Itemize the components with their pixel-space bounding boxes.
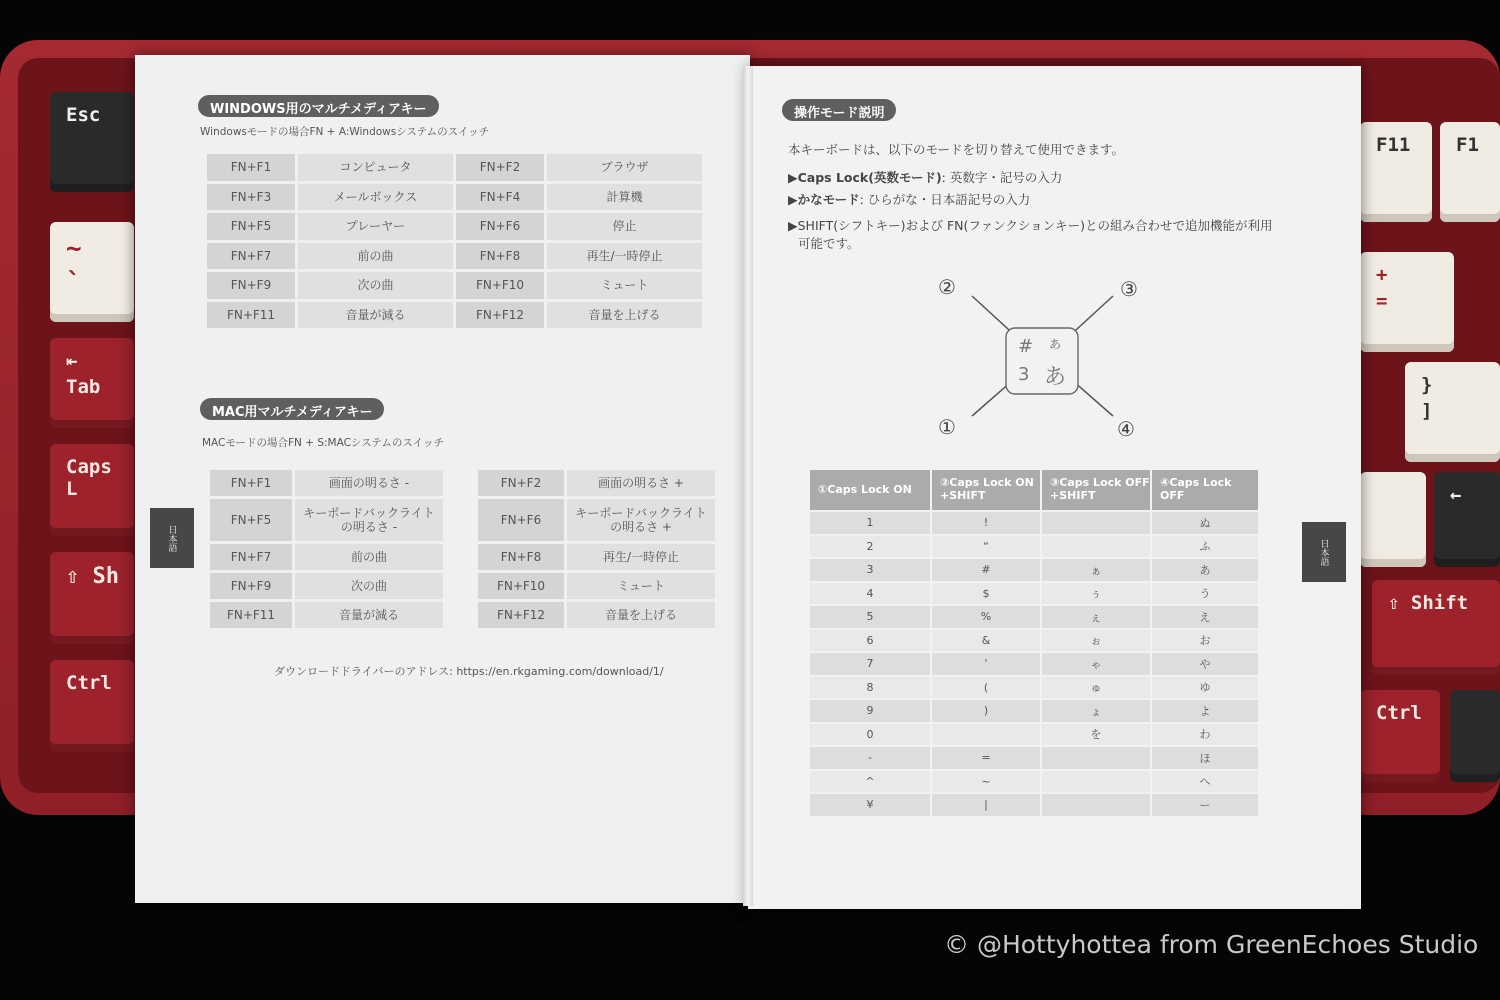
table-cell: 3: [810, 559, 930, 581]
right-shift-key: ⇧ Shift: [1372, 580, 1500, 675]
key-combo: FN+F1: [207, 154, 295, 181]
key-function: プレーヤー: [298, 213, 453, 240]
table-cell: “: [932, 536, 1040, 558]
key-function: 再生/一時停止: [547, 243, 702, 270]
table-cell: 5: [810, 606, 930, 628]
diagram-label-2: ②: [938, 275, 956, 299]
esc-key: Esc: [50, 92, 134, 192]
table-row: [810, 700, 1258, 722]
table-cell: ゃ: [1042, 653, 1150, 675]
table-cell: よ: [1152, 700, 1258, 722]
table-cell: ふ: [1152, 536, 1258, 558]
key-combo: FN+F12: [456, 302, 544, 329]
bracket-key: } ]: [1405, 362, 1500, 462]
caps-table-header: [810, 470, 1258, 510]
key-function: 音量が減る: [298, 302, 453, 329]
table-cell: え: [1152, 606, 1258, 628]
key-combo: FN+F10: [456, 272, 544, 299]
table-cell: [1042, 536, 1150, 558]
table-cell: 1: [810, 512, 930, 534]
table-row: [810, 724, 1258, 746]
quote-key: [1360, 472, 1426, 567]
mode-caps-line: [788, 168, 1062, 186]
key-function: コンピュータ: [298, 154, 453, 181]
key-function: 前の曲: [295, 544, 443, 570]
table-cell: ぇ: [1042, 606, 1150, 628]
table-row: [810, 536, 1258, 558]
key-function: 再生/一時停止: [567, 544, 715, 570]
diagram-label-3: ③: [1120, 277, 1138, 301]
table-cell: &: [932, 630, 1040, 652]
table-cell: (: [932, 677, 1040, 699]
mode-kana-line: [788, 190, 1030, 208]
table-cell: ぁ: [1042, 559, 1150, 581]
key-combo: FN+F8: [456, 243, 544, 270]
mode-kana-label: ▶かなモード: [788, 192, 860, 207]
table-cell: $: [932, 583, 1040, 605]
table-row: [810, 630, 1258, 652]
table-cell: ゅ: [1042, 677, 1150, 699]
table-cell: 6: [810, 630, 930, 652]
table-cell: ': [932, 653, 1040, 675]
windows-section-title: WINDOWS用のマルチメディアキー: [198, 95, 439, 117]
key-function: 計算機: [547, 184, 702, 211]
table-cell: ょ: [1042, 700, 1150, 722]
key-function: ミュート: [547, 272, 702, 299]
key-function: 次の曲: [295, 573, 443, 599]
key-function: ブラウザ: [547, 154, 702, 181]
caps-lock-table: [808, 468, 1260, 818]
key-combo: FN+F6: [456, 213, 544, 240]
table-row: [810, 583, 1258, 605]
key-combo: FN+F5: [207, 213, 295, 240]
key-combo: FN+F8: [478, 544, 564, 570]
arrow-key: [1450, 690, 1500, 782]
key-combo: FN+F2: [456, 154, 544, 181]
tilde-key: ~ `: [50, 222, 134, 322]
key-function: 音量が減る: [295, 602, 443, 628]
table-cell: %: [932, 606, 1040, 628]
table-cell: ^: [810, 771, 930, 793]
key-combo: FN+F9: [207, 272, 295, 299]
mac-mode-note: MACモードの場合FN + S:MACシステムのスイッチ: [202, 437, 444, 449]
table-cell: 7: [810, 653, 930, 675]
mac-key-table-right: [478, 470, 714, 628]
table-row: [810, 512, 1258, 534]
mode-shift-line-2: 可能です。: [798, 236, 860, 251]
diagram-key-small-kana: ぁ: [1047, 333, 1064, 352]
header-caps-on-shift: ②Caps Lock ON +SHIFT: [932, 470, 1040, 510]
left-shift-key: ⇧ Sh: [50, 552, 134, 644]
table-cell: へ: [1152, 771, 1258, 793]
table-cell: ~: [932, 771, 1040, 793]
table-cell: #: [932, 559, 1040, 581]
table-row: [810, 606, 1258, 628]
mode-intro: 本キーボードは、以下のモードを切り替えて使用できます。: [788, 142, 1125, 157]
key-legend-diagram: [930, 270, 1150, 440]
language-tab-left: 日本語: [150, 508, 194, 568]
table-cell: う: [1152, 583, 1258, 605]
equal-key: + =: [1360, 252, 1454, 352]
key-combo: FN+F2: [478, 470, 564, 496]
table-cell: を: [1042, 724, 1150, 746]
mode-kana-text: : ひらがな・日本語記号の入力: [859, 192, 1031, 207]
f11-key: F11: [1360, 122, 1432, 222]
mode-caps-label: ▶Caps Lock(英数モード): [788, 170, 942, 185]
download-url: ダウンロードドライバーのアドレス: https://en.rkgaming.com/download/1/: [274, 665, 664, 678]
tab-key: ⇤ Tab: [50, 338, 134, 428]
table-cell: わ: [1152, 724, 1258, 746]
diagram-key-kana: あ: [1044, 365, 1067, 390]
mode-caps-text: : 英数字・記号の入力: [941, 170, 1063, 185]
table-cell: 0: [810, 724, 930, 746]
language-tab-right: 日本語: [1302, 522, 1346, 582]
key-function: 画面の明るさ -: [295, 470, 443, 496]
table-cell: ゆ: [1152, 677, 1258, 699]
header-caps-on: ①Caps Lock ON: [810, 470, 930, 510]
diagram-label-1: ①: [938, 415, 956, 439]
table-cell: お: [1152, 630, 1258, 652]
table-cell: !: [932, 512, 1040, 534]
key-combo: FN+F10: [478, 573, 564, 599]
key-combo: FN+F4: [456, 184, 544, 211]
windows-key-table: [207, 154, 717, 328]
table-cell: [1042, 747, 1150, 769]
diagram-label-4: ④: [1117, 417, 1135, 440]
diagram-key-number: 3: [1018, 364, 1030, 385]
table-cell: ー: [1152, 794, 1258, 816]
mode-section-title: 操作モード説明: [782, 99, 896, 121]
mac-key-table-left: [210, 470, 442, 628]
table-cell: 9: [810, 700, 930, 722]
windows-mode-note: Windowsモードの場合FN + A:Windowsシステムのスイッチ: [200, 126, 490, 138]
enter-key: ←: [1434, 472, 1500, 567]
key-combo: FN+F7: [210, 544, 292, 570]
table-cell: [1042, 771, 1150, 793]
table-cell: ぉ: [1042, 630, 1150, 652]
header-caps-off-shift: ③Caps Lock OFF +SHIFT: [1042, 470, 1150, 510]
key-combo: FN+F9: [210, 573, 292, 599]
table-cell: ぬ: [1152, 512, 1258, 534]
photo-watermark: © @Hottyhottea from GreenEchoes Studio: [944, 930, 1479, 959]
key-function: ミュート: [567, 573, 715, 599]
key-function: 音量を上げる: [567, 602, 715, 628]
table-cell: ほ: [1152, 747, 1258, 769]
key-function: 前の曲: [298, 243, 453, 270]
key-function: メールボックス: [298, 184, 453, 211]
caps-lock-key: Caps L: [50, 444, 134, 536]
table-row: [810, 794, 1258, 816]
key-combo: FN+F11: [207, 302, 295, 329]
table-row: [810, 747, 1258, 769]
table-row: [810, 559, 1258, 581]
key-combo: FN+F7: [207, 243, 295, 270]
table-cell: 8: [810, 677, 930, 699]
booklet-spine: [743, 66, 753, 906]
table-cell: あ: [1152, 559, 1258, 581]
table-cell: ぅ: [1042, 583, 1150, 605]
table-row: [810, 677, 1258, 699]
key-combo: FN+F3: [207, 184, 295, 211]
mode-shift-line-1: ▶SHIFT(シフトキー)および FN(ファンクションキー)との組み合わせで追加機能が利用: [788, 218, 1273, 233]
right-ctrl-key: Ctrl: [1360, 690, 1440, 782]
table-cell: 2: [810, 536, 930, 558]
key-function: キーボードバックライトの明るさ +: [567, 499, 715, 541]
table-cell: [1042, 512, 1150, 534]
f12-key: F1: [1440, 122, 1500, 222]
left-ctrl-key: Ctrl: [50, 660, 134, 752]
table-row: [810, 771, 1258, 793]
key-combo: FN+F1: [210, 470, 292, 496]
table-cell: ): [932, 700, 1040, 722]
key-combo: FN+F5: [210, 499, 292, 541]
diagram-key-symbol: #: [1018, 336, 1034, 357]
key-combo: FN+F6: [478, 499, 564, 541]
table-cell: =: [932, 747, 1040, 769]
mac-section-title: MAC用マルチメディアキー: [200, 398, 384, 420]
key-combo: FN+F12: [478, 602, 564, 628]
table-row: [810, 653, 1258, 675]
table-cell: -: [810, 747, 930, 769]
table-cell: や: [1152, 653, 1258, 675]
key-function: 次の曲: [298, 272, 453, 299]
table-cell: 4: [810, 583, 930, 605]
key-function: キーボードバックライトの明るさ -: [295, 499, 443, 541]
table-cell: ¥: [810, 794, 930, 816]
key-combo: FN+F11: [210, 602, 292, 628]
table-cell: |: [932, 794, 1040, 816]
table-cell: [1042, 794, 1150, 816]
key-function: 画面の明るさ +: [567, 470, 715, 496]
table-cell: [932, 724, 1040, 746]
header-caps-off: ④Caps Lock OFF: [1152, 470, 1258, 510]
key-function: 音量を上げる: [547, 302, 702, 329]
key-function: 停止: [547, 213, 702, 240]
